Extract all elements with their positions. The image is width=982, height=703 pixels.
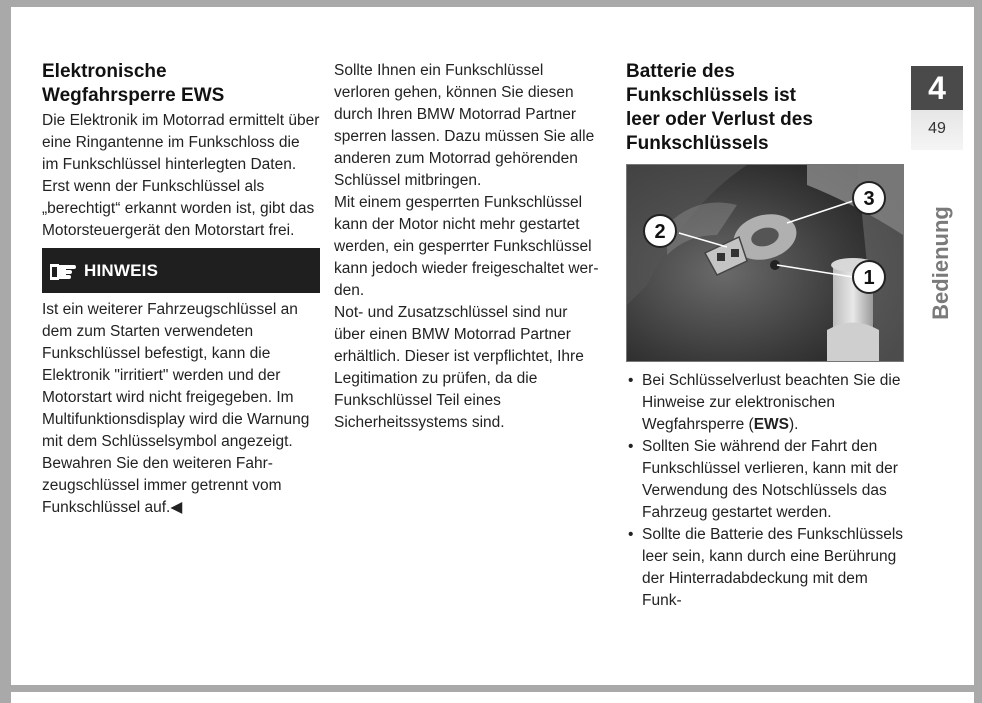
page-number: 49 (911, 110, 963, 150)
ews-heading-line1: Elektronische (42, 61, 167, 82)
chapter-tab (911, 66, 963, 156)
bullet-item: • Sollte die Batterie des Funkschlüssels leer sein, kann durch eine Berührung der Hinterradabdeckung mit dem Funk- (626, 524, 908, 612)
ews-paragraph-3: Bewahren Sie den weiteren Fahrzeugschlüssel immer getrennt vom Funkschlüssel auf.◀ (42, 455, 282, 516)
callout-label-3: 3 (863, 188, 875, 210)
chapter-number: 4 (911, 66, 963, 110)
next-page-edge (11, 692, 974, 703)
callout-label-2: 2 (654, 221, 666, 243)
ews-abbreviation: EWS (753, 416, 790, 433)
antenna-photo-illustration (627, 165, 903, 361)
battery-heading-line3: leer oder Verlust des (626, 109, 813, 130)
ews-paragraph-2: Ist ein weiterer Fahrzeugschlüssel an dem zum Starten verwendeten Funkschlüssel befestigt, kann die Elektronik "irritiert" werden und der Motorstart wird nicht freigegeben. Im Multifunktionsdisplay wird die Warnung mit dem Schlüsselsymbol angezeigt. (42, 301, 310, 450)
section-label (927, 178, 955, 348)
bullet-item: • Sollten Sie während der Fahrt den Funkschlüssel verlieren, kann mit der Verwendung des Notschlüssels das Fahrzeug gestartet werden. (626, 436, 908, 524)
column-left (42, 60, 320, 519)
battery-heading-line1: Batterie des (626, 61, 735, 82)
lost-key-paragraph-2: Mit einem gesperrten Funkschlüssel kann der Motor nicht mehr gestartet werden, ein gesperrter Funkschlüssel kann jedoch wieder freigeschaltet werden. (334, 194, 599, 299)
lost-key-paragraph-1: Sollte Ihnen ein Funkschlüssel verloren gehen, können Sie diesen durch Ihren BMW Motorrad Partner sperren lassen. Dazu müssen Sie alle anderen zum Motorrad gehörenden Schlüssel mitbringen. (334, 62, 595, 189)
pointing-hand-icon (48, 258, 78, 284)
antenna-photo (626, 164, 904, 362)
battery-heading-line4: Funkschlüssels (626, 133, 769, 154)
notice-banner (42, 248, 320, 293)
column-middle (334, 60, 599, 434)
lost-key-paragraph-3: Not- und Zusatzschlüssel sind nur über einen BMW Motorrad Partner erhältlich. Dieser ist verpflichtet, Ihre Legitimation zu prüfen, da die Funkschlüssel Teil eines Sicherheitssystems sind. (334, 304, 584, 431)
column-right (626, 60, 908, 612)
ews-paragraph-1: Die Elektronik im Motorrad ermittelt über eine Ringantenne im Funkschloss die im Funkschlüssel hinterlegten Daten. Erst wenn der Funkschlüssel als „berechtigt“ erkannt worden ist, gibt das Motorsteuergerät den Motorstart frei. (42, 112, 320, 239)
battery-bullet-list (626, 370, 908, 612)
callout-label-1: 1 (863, 267, 875, 289)
section-label-text: Bedienung (928, 206, 953, 320)
battery-heading (626, 60, 908, 156)
bullet-item: • Bei Schlüsselverlust beachten Sie die Hinweise zur elektronischen Wegfahrsperre (EWS). (626, 370, 908, 436)
notice-label: HINWEIS (84, 260, 159, 280)
ews-heading-line2: Wegfahrsperre EWS (42, 85, 225, 106)
battery-heading-line2: Funkschlüssels ist (626, 85, 797, 106)
ews-heading (42, 60, 320, 108)
